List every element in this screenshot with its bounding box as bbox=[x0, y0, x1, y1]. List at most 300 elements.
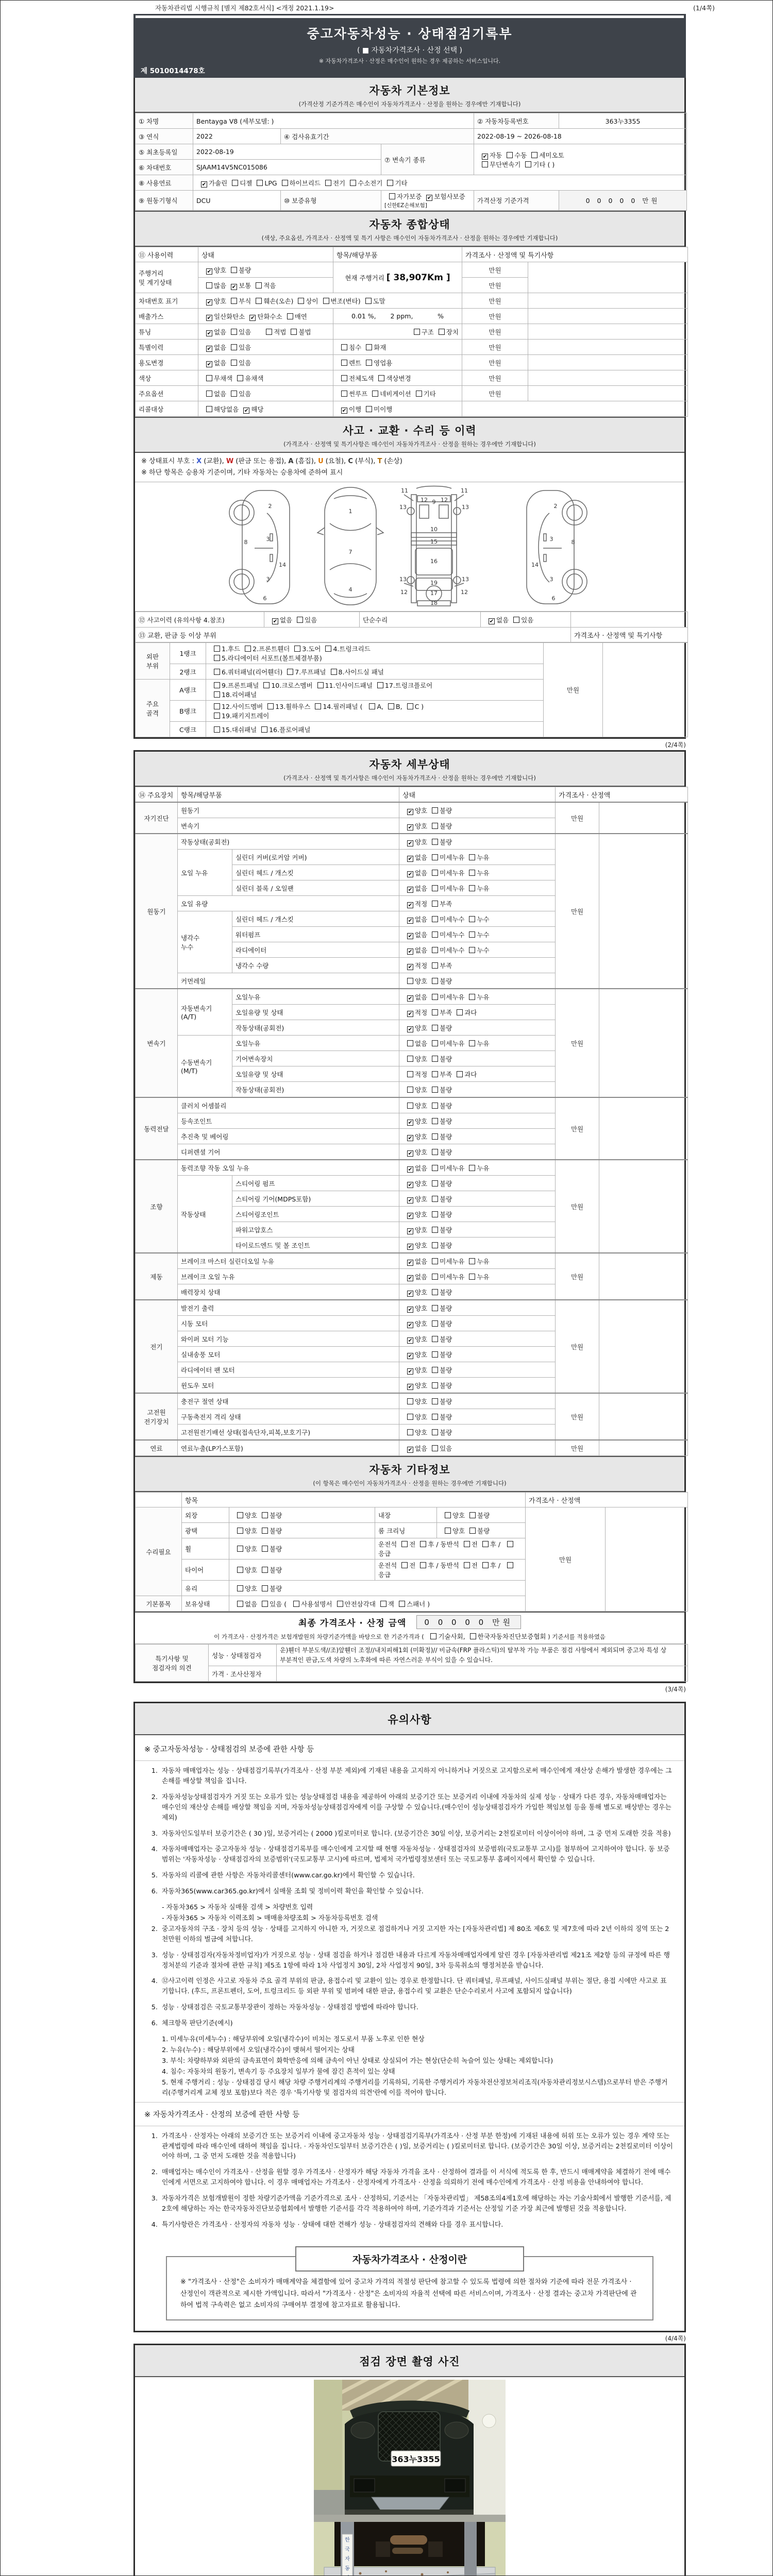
checkbox-checked: ✔ bbox=[427, 195, 432, 201]
cell bbox=[206, 722, 544, 737]
checkbox bbox=[469, 1274, 475, 1280]
cell: 만원 bbox=[556, 1440, 599, 1456]
text: (요철), bbox=[323, 457, 348, 465]
page-marker-4: (4/4쪽) bbox=[665, 2334, 686, 2342]
table bbox=[135, 113, 687, 211]
checkbox-label: 없음 bbox=[415, 930, 428, 939]
checkbox-label: 양호 bbox=[415, 822, 428, 830]
notice-number: 5. bbox=[151, 1872, 158, 1879]
checkbox-label: 양호 bbox=[415, 977, 428, 985]
checkbox bbox=[432, 1165, 438, 1171]
checkbox-checked: ✔ bbox=[408, 1243, 413, 1250]
checkbox bbox=[457, 1071, 463, 1077]
checkbox-label: 미세누유 bbox=[440, 884, 465, 892]
checkbox bbox=[407, 703, 413, 709]
report-note: ※ 자동차가격조사 · 산정은 매수인이 원하는 경우 제공하는 서비스입니다. bbox=[318, 58, 501, 64]
notice-text: 성능 · 상태점검자(자동차정비업자)가 거짓으로 성능 · 상태 점검을 하거나 점검한 내용과 다르게 자동차매매업자에게 알린 경우 [자동차관리법 제21조 제2항 등의 규정에 따른 행정처분의 기준과 절차에 관한 규칙] 제5조 1항에 따라 1차 사업정지 30일, 2차 사업정지 90일, 3차 등록취소의 행정처분을 받습니다. bbox=[162, 1951, 670, 1970]
table-row bbox=[136, 175, 687, 191]
table-row bbox=[136, 340, 688, 355]
text: C bbox=[348, 457, 353, 465]
checkbox-checked: ✔ bbox=[408, 1275, 413, 1281]
checkbox-label: 9.프론트패널 bbox=[222, 682, 259, 690]
checkbox-label: 전기 bbox=[332, 179, 346, 187]
diagram-label: 19 bbox=[430, 580, 438, 587]
checkbox-checked: ✔ bbox=[408, 917, 413, 924]
checkbox-label: 미세누유 bbox=[440, 1039, 465, 1047]
cell: 룸 크리닝 bbox=[375, 1523, 437, 1538]
cell bbox=[381, 191, 474, 211]
checkbox-label: 양호 bbox=[415, 1148, 428, 1156]
notice-number: 1. bbox=[151, 2132, 158, 2140]
accident-header bbox=[135, 417, 684, 453]
notice-subline: 1. 미세누유(미세누수) : 해당부위에 오일(냉각수)이 비치는 정도로서 부품 노후로 인한 현상 bbox=[162, 2035, 425, 2043]
cell bbox=[333, 355, 462, 370]
checkbox bbox=[237, 1585, 243, 1591]
checkbox-checked: ✔ bbox=[408, 824, 413, 831]
final-price-amount: 0 0 0 0 0 만원 bbox=[416, 1615, 521, 1629]
checkbox-label: 양호 bbox=[415, 1381, 428, 1389]
checkbox-label: 양호 bbox=[245, 1511, 258, 1519]
checkbox bbox=[231, 267, 237, 273]
cell: ⑦ 변속기 종류 bbox=[381, 144, 474, 175]
checkbox bbox=[237, 1601, 243, 1607]
cell: 2022-08-19 ~ 2026-08-18 bbox=[474, 129, 687, 144]
text: (교환), bbox=[201, 457, 226, 465]
price-definition-box bbox=[166, 2256, 653, 2320]
checkbox-label: 불량 bbox=[440, 1428, 452, 1436]
section-title: 자동차 기타정보 bbox=[369, 1464, 450, 1477]
page-marker-3: (3/4쪽) bbox=[665, 1686, 686, 1693]
checkbox-label: 안전삼각대 bbox=[344, 1600, 376, 1608]
cell: 디퍼렌셜 기어 bbox=[178, 1144, 399, 1160]
checkbox-label: 적정 bbox=[415, 1008, 428, 1016]
checkbox-checked: ✔ bbox=[489, 618, 494, 624]
cell bbox=[229, 1523, 375, 1538]
cell bbox=[603, 643, 688, 737]
table-row bbox=[136, 989, 688, 1005]
cell bbox=[399, 1005, 556, 1020]
checkbox bbox=[432, 870, 438, 876]
cell: ① 차명 bbox=[136, 113, 193, 129]
checkbox-label: 화재 bbox=[374, 343, 386, 351]
cell bbox=[198, 262, 333, 278]
checkbox-label: 없음 bbox=[415, 993, 428, 1001]
table bbox=[135, 247, 688, 417]
checkbox bbox=[267, 703, 274, 709]
checkbox-label: 없음 bbox=[415, 1257, 428, 1265]
checkbox-checked: ✔ bbox=[408, 995, 413, 1002]
checkbox bbox=[525, 161, 531, 167]
cell: 수동변속기 (M/T) bbox=[178, 1036, 232, 1098]
checkbox bbox=[464, 1541, 470, 1547]
checkbox-label: 양호 bbox=[415, 1210, 428, 1218]
overall-status-header bbox=[135, 211, 684, 247]
notices-body bbox=[135, 1735, 684, 2243]
cell bbox=[206, 680, 544, 701]
section-title: 자동차 세부상태 bbox=[369, 758, 450, 771]
checkbox-label: 해당없음 bbox=[214, 405, 239, 413]
checkbox bbox=[432, 1305, 438, 1311]
checkbox-label: 없음 bbox=[280, 616, 293, 624]
checkbox-label: 양호 bbox=[452, 1527, 465, 1535]
checkbox bbox=[407, 1071, 413, 1077]
checkbox bbox=[380, 1601, 386, 1607]
diagram-label: 2 bbox=[268, 503, 272, 510]
checkbox-label: 13.휠하우스 bbox=[275, 703, 311, 711]
checkbox-label: 없음 bbox=[214, 389, 227, 398]
table-row bbox=[136, 113, 687, 129]
checkbox-label: 침수 bbox=[349, 343, 362, 351]
cell: ⑧ 사용연료 bbox=[136, 175, 193, 191]
cell bbox=[599, 834, 688, 989]
checkbox-label: 불량 bbox=[440, 1132, 452, 1141]
checkbox-checked: ✔ bbox=[231, 283, 237, 290]
cell: 만원 bbox=[526, 1507, 606, 1612]
cell bbox=[399, 911, 556, 927]
notice-text: 특기사항란은 가격조사 · 산정자의 자동차 성능 · 상태에 대한 견해가 성능 · 상태점검자의 견해와 다를 경우 표시합니다. bbox=[162, 2221, 503, 2229]
cell bbox=[399, 880, 556, 896]
checkbox-label: 불량 bbox=[440, 1226, 452, 1234]
checkbox-label: 미세누유 bbox=[440, 1164, 465, 1172]
checkbox-label: 있음 bbox=[521, 616, 534, 624]
checkbox bbox=[469, 931, 475, 938]
diagram-label: 8 bbox=[571, 539, 575, 546]
checkbox bbox=[432, 1087, 438, 1093]
diagram-label: 6 bbox=[263, 595, 267, 602]
checkbox-label: 누수 bbox=[477, 930, 490, 939]
checkbox-label: 1.후드 bbox=[222, 645, 241, 653]
cell: 2022 bbox=[193, 129, 281, 144]
cell bbox=[206, 701, 544, 722]
checkbox-label: 불량 bbox=[440, 977, 452, 985]
cell: 특기사항 및 점검자의 의견 bbox=[136, 1645, 209, 1682]
checkbox bbox=[432, 947, 438, 953]
cell: 실린더 헤드 / 개스킷 bbox=[232, 911, 399, 927]
cell bbox=[399, 1284, 556, 1300]
checkbox-label: 부족 bbox=[440, 1070, 452, 1078]
cell bbox=[599, 1393, 688, 1440]
checkbox bbox=[206, 406, 212, 412]
checkbox-label: A, bbox=[377, 703, 383, 711]
checkbox bbox=[366, 360, 372, 366]
cell bbox=[399, 1425, 556, 1440]
table-row bbox=[136, 370, 688, 386]
checkbox bbox=[414, 329, 420, 335]
cell: ⑬ 교환, 판금 등 이상 부위 bbox=[136, 628, 571, 642]
cell: 가격조사 · 산정액 bbox=[526, 1493, 688, 1507]
checkbox-label: 부족 bbox=[440, 1008, 452, 1016]
cell bbox=[462, 401, 688, 417]
checkbox-label: 불량 bbox=[440, 1413, 452, 1421]
table-row bbox=[136, 401, 688, 417]
checkbox-label: 없음 bbox=[415, 1164, 428, 1172]
checkbox-label: 미세누유 bbox=[440, 1273, 465, 1281]
table-row bbox=[136, 834, 688, 850]
checkbox bbox=[407, 1398, 413, 1404]
notice-subline: 4. 침수: 자동차의 원동기, 변속기 등 주요장치 일부가 물에 잠긴 흔적이 있는 상태 bbox=[162, 2068, 395, 2076]
checkbox-checked: ✔ bbox=[408, 886, 413, 893]
table-row bbox=[136, 1160, 688, 1176]
checkbox-label: 색상변경 bbox=[386, 374, 411, 382]
checkbox-label: 부족 bbox=[440, 961, 452, 970]
checkbox bbox=[231, 344, 237, 350]
checkbox-label: 양호 bbox=[245, 1566, 258, 1574]
checkbox-label: 18.리어패널 bbox=[222, 691, 257, 699]
checkbox-label: 불량 bbox=[440, 1366, 452, 1374]
diagram-label: 13 bbox=[399, 576, 407, 583]
checkbox bbox=[294, 646, 300, 652]
checkbox-label: 전체도색 bbox=[349, 374, 374, 382]
table-row bbox=[136, 1440, 688, 1456]
cell bbox=[198, 386, 333, 401]
table-row bbox=[136, 262, 688, 278]
checkbox bbox=[469, 1040, 475, 1046]
cell bbox=[198, 278, 333, 293]
cell: 특별이력 bbox=[136, 340, 198, 355]
text: / bbox=[496, 1562, 503, 1570]
checkbox-label: 불량 bbox=[440, 1148, 452, 1156]
checkbox bbox=[323, 298, 329, 304]
notice-subheading: ※ 중고자동차성능 · 상태점검의 보증에 관한 사항 등 bbox=[135, 1737, 684, 1761]
side-view-left-body bbox=[242, 490, 290, 604]
notice-item bbox=[144, 1976, 673, 1997]
cell bbox=[528, 262, 688, 293]
checkbox-label: 누수 bbox=[477, 915, 490, 923]
checkbox-label: 네비게이션 bbox=[380, 389, 411, 398]
checkbox-label: 14.필러패널 bbox=[323, 703, 358, 711]
checkbox bbox=[469, 947, 475, 953]
page-marker-1: (1/4쪽) bbox=[693, 4, 715, 12]
notice-text: 자동차인도일부터 보증기간은 ( 30 )일, 보증거리는 ( 2000 )킬로미터로 합니다. (보증기간은 30일 이상, 보증거리는 2천킬로미터 이상이어야 하며, 그 중 먼저 도래한 것을 적용) bbox=[162, 1829, 671, 1838]
cell: 363누3355 bbox=[559, 113, 687, 129]
checkbox bbox=[214, 655, 220, 661]
checkbox bbox=[432, 1414, 438, 1420]
cell bbox=[399, 1440, 556, 1456]
diagram-label: 3 bbox=[549, 536, 553, 543]
cell bbox=[198, 370, 333, 386]
cell: 만원 bbox=[544, 643, 603, 737]
cell bbox=[136, 1493, 182, 1507]
cell bbox=[277, 1666, 688, 1682]
checkbox-label: 불량 bbox=[440, 1335, 452, 1343]
checkbox bbox=[469, 916, 475, 922]
cell: 오일 누유 bbox=[178, 850, 232, 896]
checkbox-label: 스패너 bbox=[407, 1600, 426, 1608]
checkbox-label: 있음 bbox=[239, 328, 251, 336]
cell bbox=[193, 175, 687, 191]
checkbox-checked: ✔ bbox=[408, 1228, 413, 1234]
text: [ 38,907Km ] bbox=[386, 272, 450, 283]
price-definition-title: 자동차가격조사 · 산정이란 bbox=[295, 2246, 524, 2272]
checkbox bbox=[350, 180, 356, 186]
car-damage-diagram bbox=[135, 482, 684, 612]
checkbox-label: 불량 bbox=[440, 1241, 452, 1249]
checkbox-checked: ✔ bbox=[408, 1368, 413, 1375]
inspector-opinion-table bbox=[135, 1644, 684, 1682]
cell: 가격조사 · 산정액 및 특기사항 bbox=[462, 247, 688, 262]
checkbox bbox=[399, 1601, 405, 1607]
form-reference: 자동차관리법 시행규칙 [별지 제82호서식] <개정 2021.1.19> bbox=[155, 4, 334, 12]
report-subtitle: ( ■ 자동차가격조사 · 산정 선택 ) bbox=[357, 46, 463, 55]
checkbox bbox=[432, 1258, 438, 1264]
notice-text: 자동차가격은 보험개발원이 정한 차량기준가액을 기준가격으로 조사 · 산정하되, 기준서는 「자동차관리법」 제58조의4제1호에 해당하는 자는 기술사회에서 발행한 기준서를, 제2호에 해당하는 자는 한국자동차진단보증협회에서 발행한 기준서를 각각 적용하여야 하며, 기준가격과 기준서는 산정일 기준 가장 최근에 발행된 것을 적용합니다. bbox=[162, 2194, 671, 2213]
checkbox bbox=[341, 360, 347, 366]
checkbox-label: 적법 bbox=[274, 328, 287, 336]
cell: 냉각수 수량 bbox=[232, 958, 399, 973]
checkbox-label: 과다 bbox=[464, 1070, 477, 1078]
checkbox bbox=[369, 703, 375, 709]
photos-body bbox=[135, 2377, 684, 2576]
table-row bbox=[136, 144, 687, 160]
checkbox bbox=[416, 391, 422, 397]
cell bbox=[599, 802, 688, 834]
checkbox-label: 미세누수 bbox=[440, 946, 465, 954]
checkbox-label: 보통 bbox=[239, 281, 251, 290]
checkbox-label: 16.플로어패널 bbox=[269, 725, 311, 734]
cell: 실린더 커버(로커암 커버) bbox=[232, 850, 399, 865]
cell: 추진축 및 베어링 bbox=[178, 1129, 399, 1144]
cell: 만원 bbox=[556, 1300, 599, 1393]
checkbox bbox=[365, 298, 372, 304]
checkbox bbox=[432, 962, 438, 969]
status-symbol-legend bbox=[141, 456, 678, 467]
checkbox bbox=[341, 375, 347, 381]
cell bbox=[198, 401, 333, 417]
checkbox-label: 양호 bbox=[415, 1226, 428, 1234]
notice-subline: 5. 현재 주행거리 : 성능 · 상태점검 당시 해당 차량 주행거리계의 주행거리를 기록하되, 기록한 주행거리가 자동차전산정보처리조직(자동차관리정보시스템)으로부터 받은 주행거리(주행거리계 교체 정보 포함)보다 적은 경우 '특기사항 및 점검자의 의견'란에 이를 적어야 합니다. bbox=[162, 2079, 668, 2097]
checkbox-label: 적정 bbox=[415, 961, 428, 970]
notice-text: 자동차 매매업자는 성능 · 상태점검기록부(가격조사 · 산정 부분 제외)에 기재된 내용을 고지하지 아니하거나 거짓으로 고지함으로써 매수인에게 재산상 손해가 발생한 경우에는 그 손해를 배상할 책임을 집니다. bbox=[162, 1767, 672, 1786]
checkbox bbox=[388, 703, 394, 709]
checkbox bbox=[231, 391, 237, 397]
checkbox bbox=[317, 682, 324, 688]
checkbox bbox=[401, 1541, 408, 1547]
cell: 동력조향 작동 오일 누유 bbox=[178, 1160, 399, 1176]
checkbox-label: 양호 bbox=[415, 1117, 428, 1125]
checkbox-label: 없음 bbox=[415, 869, 428, 877]
checkbox-label: 양호 bbox=[415, 1350, 428, 1359]
table-row bbox=[136, 1253, 688, 1269]
accident-history-table bbox=[135, 612, 684, 642]
notice-number: 4. bbox=[151, 1977, 158, 1986]
diagram-label: 12 bbox=[421, 497, 428, 504]
checkbox-label: 기술사회, bbox=[438, 1633, 465, 1641]
cell: 와이퍼 모터 기능 bbox=[178, 1331, 399, 1347]
cell: 만원 bbox=[462, 370, 528, 386]
cell: SJAAM14V5NC015086 bbox=[193, 160, 381, 175]
checkbox-label: 누유 bbox=[477, 1257, 490, 1265]
notice-item bbox=[144, 2019, 673, 2029]
cell: 기본품목 bbox=[136, 1596, 182, 1612]
cell: 배출가스 bbox=[136, 309, 198, 324]
text: ( bbox=[358, 703, 365, 711]
cell bbox=[481, 612, 571, 628]
checkbox-checked: ✔ bbox=[408, 1150, 413, 1157]
notice-item bbox=[144, 1887, 673, 1897]
cell: 전기 bbox=[136, 1300, 178, 1393]
checkbox-checked: ✔ bbox=[273, 618, 278, 624]
checkbox-label: 양호 bbox=[415, 1428, 428, 1436]
diagram-label: 15 bbox=[430, 538, 438, 546]
notice-subline: - 자동차365 > 자동차 이력조회 > 매매용차량조회 > 자동차등록번호 검색 bbox=[162, 1914, 378, 1922]
checkbox-label: 없음 bbox=[415, 915, 428, 923]
table-row bbox=[136, 787, 688, 803]
checkbox bbox=[432, 1351, 438, 1358]
notice-item bbox=[144, 2003, 673, 2013]
cell: 등속조인트 bbox=[178, 1113, 399, 1129]
table-row bbox=[136, 386, 688, 401]
cell: 2022-08-19 bbox=[193, 144, 381, 160]
checkbox bbox=[432, 1180, 438, 1187]
cell: 운)휀더 부분도색//조)앞휀더 조정//내치피해1회 (미확정)// 비금속(FRP 플라스틱)의 탈부착 가능 부품은 점검 사항에서 제외되며 중고차 특성 상 부분적인 판금,도색 차량의 노후화에 따른 자연스러운 부식이 있을 수 있습니다. bbox=[277, 1645, 688, 1666]
checkbox-label: 양호 bbox=[214, 297, 227, 305]
checkbox-label: 양호 bbox=[415, 1055, 428, 1063]
accident-note2: ※ 하단 항목은 승용차 기준이며, 기타 자동차는 승용차에 준하여 표시 bbox=[141, 469, 343, 477]
cell bbox=[399, 1066, 556, 1082]
diagram-label: 17 bbox=[430, 590, 438, 597]
cell: 구동축전지 격리 상태 bbox=[178, 1409, 399, 1425]
text: ( bbox=[282, 1600, 289, 1608]
cell: 기어변속장치 bbox=[232, 1051, 399, 1066]
checkbox-label: 한국자동차진단보증협회 bbox=[477, 1633, 546, 1641]
checkbox-label: 불량 bbox=[440, 1381, 452, 1389]
checkbox bbox=[469, 1258, 475, 1264]
checkbox-label: 15.대쉬패널 bbox=[222, 725, 257, 734]
cell: 윈도우 모터 bbox=[178, 1378, 399, 1394]
checkbox bbox=[432, 885, 438, 891]
cell bbox=[206, 664, 544, 680]
diagram-label: 11 bbox=[401, 487, 408, 495]
cell bbox=[229, 1581, 526, 1596]
checkbox-label: 불량 bbox=[440, 1086, 452, 1094]
table-row bbox=[136, 802, 688, 818]
section-title: 사고 · 교환 · 수리 등 이력 bbox=[343, 425, 477, 437]
checkbox bbox=[237, 1567, 243, 1573]
cell bbox=[206, 643, 544, 664]
cell: 오일누유 bbox=[232, 989, 399, 1005]
cell bbox=[399, 989, 556, 1005]
notice-number: 6. bbox=[151, 1887, 158, 1895]
text: ) bbox=[425, 1600, 430, 1608]
detail-status-header bbox=[135, 752, 684, 787]
checkbox-label: 기타 ( ) bbox=[533, 160, 555, 168]
cell bbox=[399, 1300, 556, 1316]
checkbox-label: B, bbox=[396, 703, 402, 711]
checkbox bbox=[464, 1562, 470, 1568]
photos-header bbox=[135, 2345, 684, 2377]
checkbox-label: 기타 bbox=[423, 389, 436, 398]
checkbox-label: 있음 bbox=[239, 359, 251, 367]
cell: 발전기 출력 bbox=[178, 1300, 399, 1316]
checkbox bbox=[432, 931, 438, 938]
checkbox bbox=[214, 703, 220, 709]
section-subtitle: (가격산정 기준가격은 매수인이 자동차가격조사 · 산정을 원하는 경우에만 기재합니다) bbox=[298, 100, 521, 108]
diagram-label: 2 bbox=[553, 503, 558, 510]
checkbox-label: 3.도어 bbox=[302, 645, 321, 653]
checkbox-label: 적음 bbox=[263, 281, 276, 290]
notice-text: 중고자동차의 구조 · 장치 등의 성능 · 상태를 고지하지 아니한 자, 거짓으로 점검하거나 거짓 고지한 자는 [자동차관리법] 제 80조 제6호 및 제7호에 따라 2년 이하의 징역 또는 2천만원 이하의 벌금에 처합니다. bbox=[162, 1925, 669, 1943]
cell: 타이로드엔드 및 볼 조인트 bbox=[232, 1238, 399, 1253]
checkbox bbox=[341, 344, 347, 350]
checkbox-label: 전 bbox=[409, 1562, 416, 1570]
cell: 작동상태(공회전) bbox=[232, 1020, 399, 1036]
checkbox bbox=[282, 180, 288, 186]
checkbox-label: 해당 bbox=[251, 405, 264, 413]
diagram-label: 6 bbox=[551, 595, 556, 602]
text: (손상) bbox=[382, 457, 402, 465]
notice-text: 가격조사 · 산정자는 아래의 보증기간 또는 보증거리 이내에 중고자동차 성능 · 상태점검기록부(가격조사 · 산정 부분 한정)에 기재된 내용에 허위 또는 오류가 있는 경우 계약 또는 관계법령에 따라 매수인에 대하여 책임을 집니다. · 자동차인도일부터 보증기간은 ( )일, 보증거리는 ( )킬로미터로 합니다. (보증기간은 30일 이상, 보증거리는 2천킬로미터 이상이어야 하며, 그 중 먼저 도래한 것을 적용합니다) bbox=[162, 2132, 673, 2161]
cell: 만원 bbox=[556, 1393, 599, 1440]
